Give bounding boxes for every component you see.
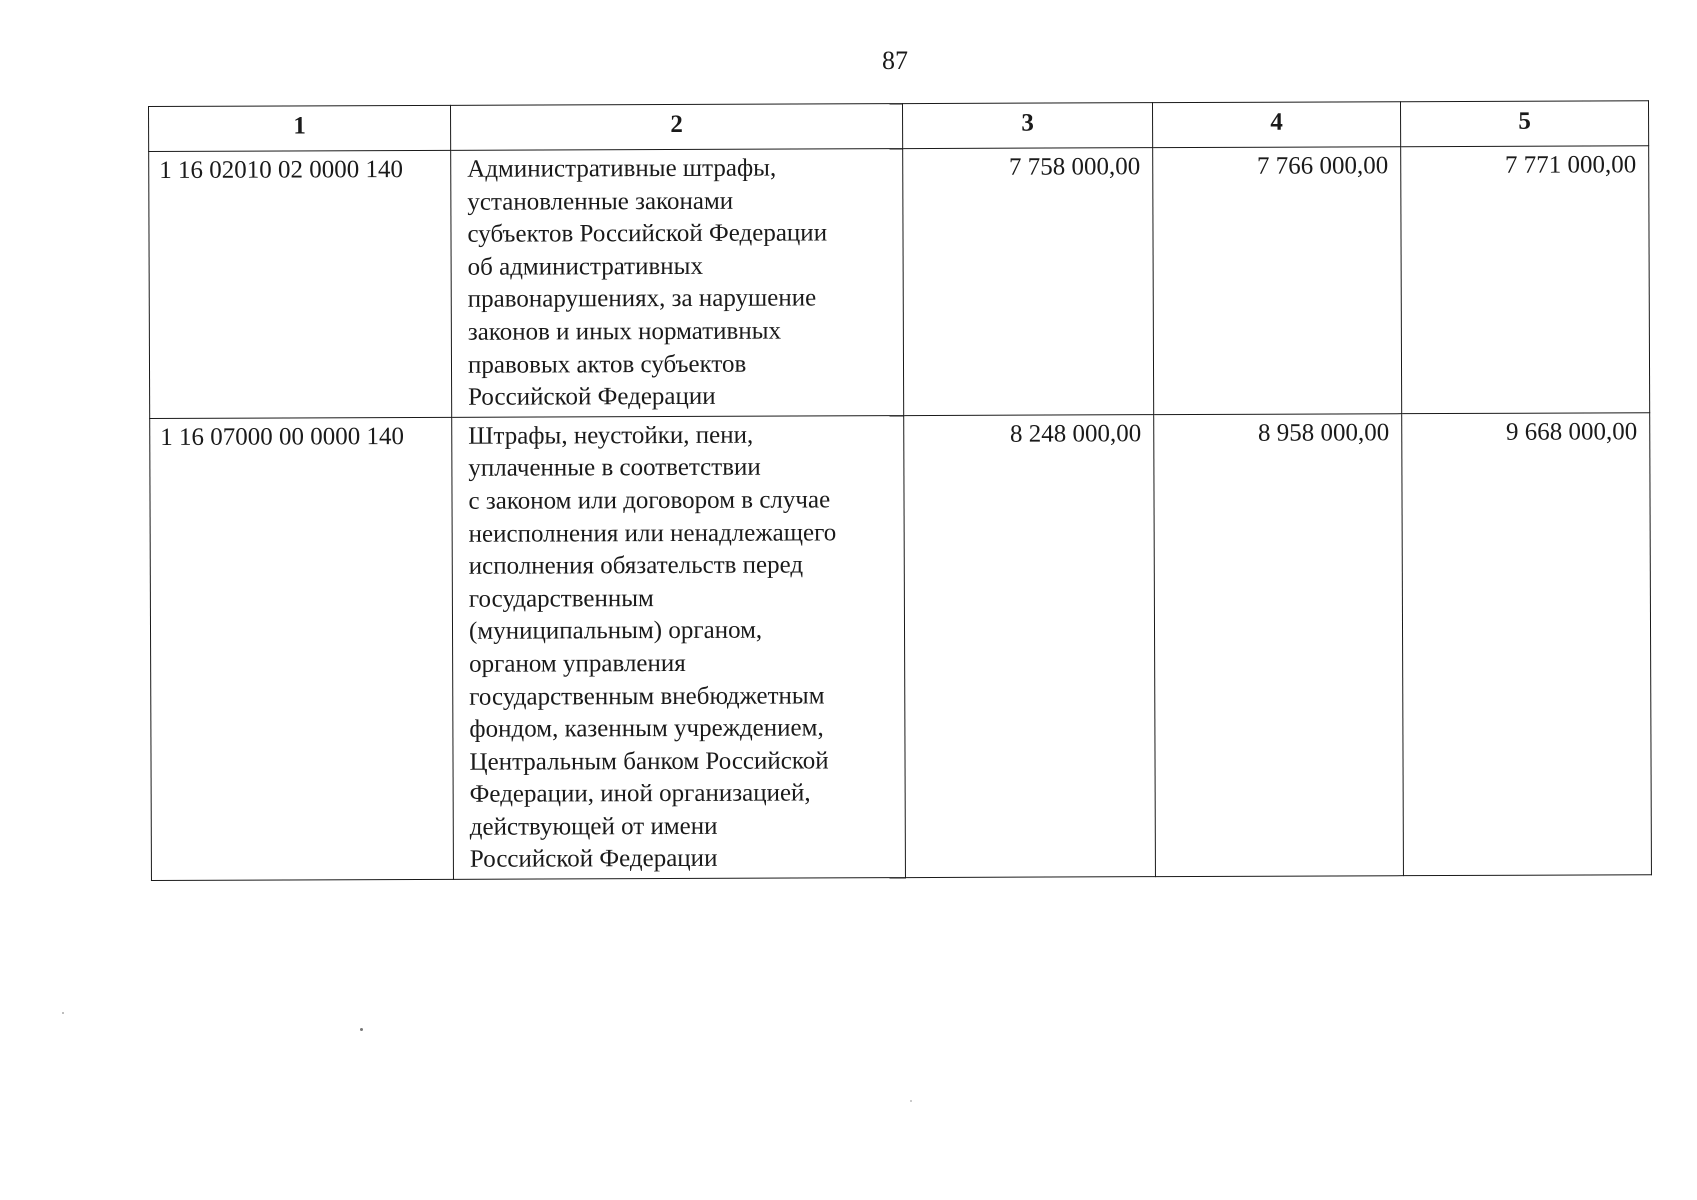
header-row — [149, 101, 1649, 152]
description-line: государственным внебюджетным — [469, 681, 825, 711]
description-line: с законом или договором в случае — [468, 486, 831, 515]
description-line: Федерации, иной организацией, — [469, 779, 811, 809]
table-row — [149, 146, 1650, 419]
description-line: об административных — [467, 252, 703, 281]
description-line: государственным — [468, 584, 654, 613]
column-header-5: 5 — [1400, 101, 1648, 147]
description-line: органом управления — [469, 649, 686, 678]
value-cell-col3: 8 248 000,00 — [904, 414, 1156, 877]
value-cell-col5: 9 668 000,00 — [1402, 412, 1652, 875]
value-cell-col4: 7 766 000,00 — [1153, 147, 1402, 415]
description-line: Российской Федерации — [468, 382, 716, 411]
description-line: неисполнения или ненадлежащего — [468, 518, 837, 548]
description-line: (муниципальным) органом, — [468, 616, 763, 646]
description-line: субъектов Российской Федерации — [467, 219, 828, 248]
description-line: правонарушениях, за нарушение — [467, 284, 817, 314]
code-cell: 1 16 02010 02 0000 140 — [149, 150, 452, 418]
column-header-3: 3 — [902, 103, 1152, 149]
code-cell: 1 16 07000 00 0000 140 — [150, 417, 454, 880]
description-line: правовых актов субъектов — [467, 350, 747, 379]
description-line: действующей от имени — [469, 812, 718, 841]
description-line: Штрафы, неустойки, пени, — [468, 421, 754, 450]
page-number: 87 — [882, 46, 908, 75]
scan-speck — [62, 1012, 64, 1014]
table-container — [148, 100, 1651, 881]
value-cell-col3: 7 758 000,00 — [903, 148, 1154, 416]
scan-speck — [910, 1100, 912, 1102]
revenue-table — [148, 100, 1652, 881]
description-cell — [451, 149, 904, 417]
description-line: Российской Федерации — [469, 845, 718, 874]
column-header-1: 1 — [149, 105, 451, 151]
description-cell — [452, 415, 906, 879]
table-row — [150, 412, 1652, 880]
value-cell-col5: 7 771 000,00 — [1401, 146, 1650, 414]
column-header-4: 4 — [1152, 102, 1400, 148]
column-header-2: 2 — [450, 104, 902, 151]
description-line: законов и иных нормативных — [467, 317, 782, 346]
description-line: уплаченные в соответствии — [468, 453, 761, 483]
description-line: Административные штрафы, — [467, 154, 777, 183]
description-line: фондом, казенным учреждением, — [469, 714, 824, 743]
description-line: исполнения обязательств перед — [468, 551, 804, 580]
description-line: установленные законами — [467, 187, 734, 216]
description-line: Центральным банком Российской — [469, 747, 829, 776]
value-cell-col4: 8 958 000,00 — [1154, 413, 1404, 876]
scan-speck — [360, 1028, 363, 1031]
